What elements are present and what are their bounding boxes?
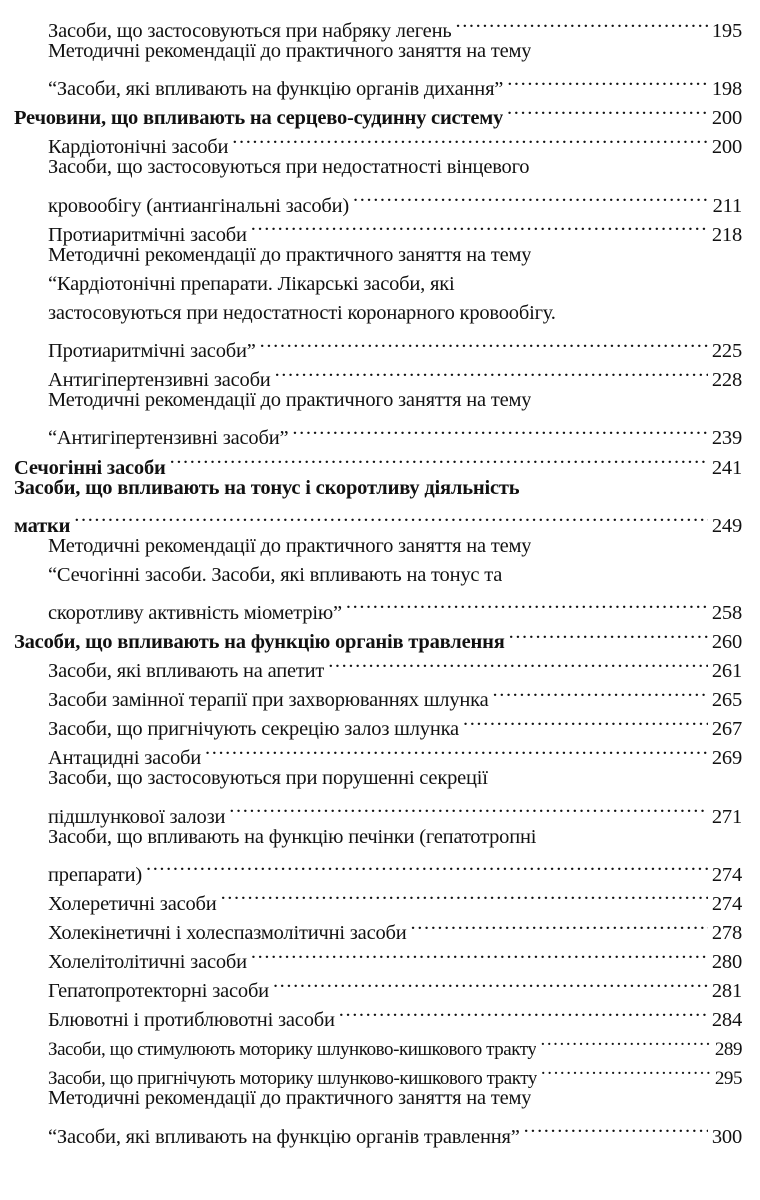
toc-dot-leader — [251, 939, 708, 968]
toc-entry — [14, 270, 742, 299]
toc-dot-leader — [524, 1114, 708, 1143]
toc-page-number: 269 — [711, 747, 742, 770]
toc-dot-leader — [411, 910, 708, 939]
toc-entry — [14, 241, 742, 270]
toc-entry — [14, 328, 742, 363]
toc-page-number: 281 — [711, 980, 742, 1003]
toc-dot-leader — [541, 1055, 711, 1084]
toc-page-number: 200 — [711, 107, 742, 130]
toc-dot-leader — [275, 357, 708, 386]
toc-page-number: 267 — [711, 718, 742, 741]
toc-dot-leader — [507, 95, 708, 124]
toc-page-number: 218 — [711, 223, 742, 246]
toc-entry-title: Методичні рекомендації до практичного заняття на тему — [48, 40, 532, 63]
toc-page-number: 295 — [714, 1068, 742, 1090]
toc-entry-title: Речовини, що впливають на серцево-судинну систему — [14, 107, 504, 130]
toc-dot-leader — [205, 735, 708, 764]
toc-entry-title: Засоби, що застосовуються при набряку легень — [48, 20, 452, 43]
toc-entry-title: препарати) — [48, 863, 142, 886]
toc-entry-title: Блювотні і протиблювотні засоби — [48, 1009, 335, 1032]
toc-section-heading — [14, 503, 742, 537]
toc-entry — [14, 1084, 742, 1113]
toc-entry — [14, 37, 742, 66]
toc-entry-title: матки — [14, 514, 71, 537]
toc-entry — [14, 823, 742, 852]
toc-page-number: 271 — [711, 805, 742, 828]
toc-page-number: 284 — [711, 1009, 742, 1032]
toc-dot-leader — [339, 997, 708, 1026]
toc-dot-leader — [509, 619, 708, 648]
toc-entry-title: Засоби замінної терапії при захворюваннях шлунка — [48, 689, 489, 712]
toc-entry-title: “Антигіпертензивні засоби” — [48, 427, 289, 450]
toc-entry-title: Холекінетичні і холеспазмолітичні засоби — [48, 922, 407, 944]
toc-entry-title: Засоби, що застосовуються при недостатності вінцевого — [48, 156, 530, 179]
toc-entry — [14, 764, 742, 793]
toc-page-number: 228 — [711, 369, 742, 392]
toc-entry-title: Засоби, що застосовуються при порушенні секреції — [48, 767, 488, 790]
toc-entry-title: Протиаритмічні засоби — [48, 223, 247, 246]
toc-entry-title: “Сечогінні засоби. Засоби, які впливають на тонус та — [48, 563, 503, 586]
toc-dot-leader — [221, 881, 708, 910]
toc-page-number: 195 — [711, 20, 742, 43]
toc-dot-leader — [273, 968, 708, 997]
toc-page-number: 274 — [711, 892, 742, 915]
toc-page-number: 278 — [711, 922, 742, 944]
toc-entry-title: Засоби, що впливають на функцію органів травлення — [14, 631, 505, 654]
toc-page-number: 225 — [711, 340, 742, 363]
toc-entry — [14, 1114, 742, 1148]
toc-dot-leader — [292, 415, 707, 444]
toc-page-number: 300 — [711, 1125, 742, 1148]
toc-page-number: 274 — [711, 863, 742, 886]
toc-dot-leader — [346, 590, 708, 619]
toc-entry — [14, 852, 742, 886]
toc-dot-leader — [493, 677, 708, 706]
toc-entry — [14, 8, 742, 43]
toc-page-number: 265 — [711, 689, 742, 712]
toc-page-number: 241 — [711, 456, 742, 479]
toc-dot-leader — [229, 794, 708, 823]
toc-page-number: 258 — [711, 601, 742, 624]
toc-page-number: 280 — [711, 951, 742, 974]
toc-page-number: 198 — [711, 78, 742, 101]
toc-entry-title: підшлункової залози — [48, 805, 226, 828]
toc-entry-title: застосовуються при недостатності коронарного кровообігу. — [48, 301, 556, 324]
toc-dot-leader — [251, 212, 708, 241]
toc-entry — [14, 66, 742, 101]
toc-entry-title: Засоби, що стимулюють моторику шлунково-кишкового тракту — [48, 1039, 537, 1061]
toc-entry-title: Засоби, що пригнічують секрецію залоз шлунка — [48, 718, 459, 741]
toc-entry — [14, 532, 742, 561]
toc-entry-title: Методичні рекомендації до практичного заняття на тему — [48, 243, 532, 266]
toc-entry-title: кровообігу (антиангінальні засоби) — [48, 194, 350, 217]
toc-page-number: 289 — [714, 1039, 742, 1061]
toc-dot-leader — [463, 706, 708, 735]
toc-entry-title: Засоби, що впливають на функцію печінки (гепатотропні — [48, 825, 537, 848]
toc-dot-leader — [146, 852, 708, 881]
toc-entry-title: Засоби, що впливають на тонус і скоротливу діяльність — [14, 476, 520, 499]
toc-dot-leader — [507, 66, 708, 95]
toc-entry-title: Сечогінні засоби — [14, 456, 166, 479]
toc-page-number: 239 — [711, 427, 742, 450]
toc-entry — [14, 590, 742, 624]
toc-entry-title: Антацидні засоби — [48, 747, 201, 770]
toc-entry-title: Холелітолітичні засоби — [48, 951, 247, 974]
toc-page-number: 211 — [712, 194, 742, 217]
toc-page-number: 261 — [711, 660, 742, 683]
toc-entry-title: “Засоби, які впливають на функцію органів дихання” — [48, 78, 504, 101]
toc-dot-leader — [455, 8, 707, 37]
toc-entry-title: Методичні рекомендації до практичного заняття на тему — [48, 389, 532, 412]
toc-entry-title: “Засоби, які впливають на функцію органів травлення” — [48, 1125, 520, 1148]
toc-page-number: 249 — [711, 514, 742, 537]
toc-entry-title: “Кардіотонічні препарати. Лікарські засоби, які — [48, 272, 455, 295]
toc-entry-title: Засоби, що пригнічують моторику шлунково-кишкового тракту — [48, 1068, 537, 1090]
toc-section-heading — [14, 474, 742, 503]
toc-entry-title: Засоби, які впливають на апетит — [48, 660, 325, 683]
toc-dot-leader — [232, 124, 708, 153]
toc-entry-title: Антигіпертензивні засоби — [48, 369, 271, 392]
toc-entry-title: скоротливу активність міометрію” — [48, 601, 342, 624]
toc-dot-leader — [74, 503, 708, 532]
toc-dot-leader — [540, 1026, 710, 1055]
toc-entry-title: Методичні рекомендації до практичного заняття на тему — [48, 534, 532, 557]
toc-entry-title: Холеретичні засоби — [48, 892, 217, 915]
toc-page-number: 200 — [711, 136, 742, 159]
toc-entry-title: Кардіотонічні засоби — [48, 136, 229, 159]
toc-dot-leader — [170, 444, 708, 473]
toc-entry-title: Гепатопротекторні засоби — [48, 980, 269, 1003]
toc-page-number: 260 — [711, 631, 742, 654]
toc-dot-leader — [260, 328, 708, 357]
toc-entry — [14, 415, 742, 450]
toc-entry — [14, 561, 742, 590]
toc-dot-leader — [328, 648, 708, 677]
toc-entry-title: Протиаритмічні засоби” — [48, 340, 256, 363]
toc-entry — [14, 794, 742, 828]
toc-entry — [14, 153, 742, 182]
toc-entry — [14, 299, 742, 328]
toc-entry — [14, 183, 742, 217]
toc-dot-leader — [353, 183, 709, 212]
toc-entry — [14, 386, 742, 415]
toc-entry-title: Методичні рекомендації до практичного заняття на тему — [48, 1087, 532, 1110]
